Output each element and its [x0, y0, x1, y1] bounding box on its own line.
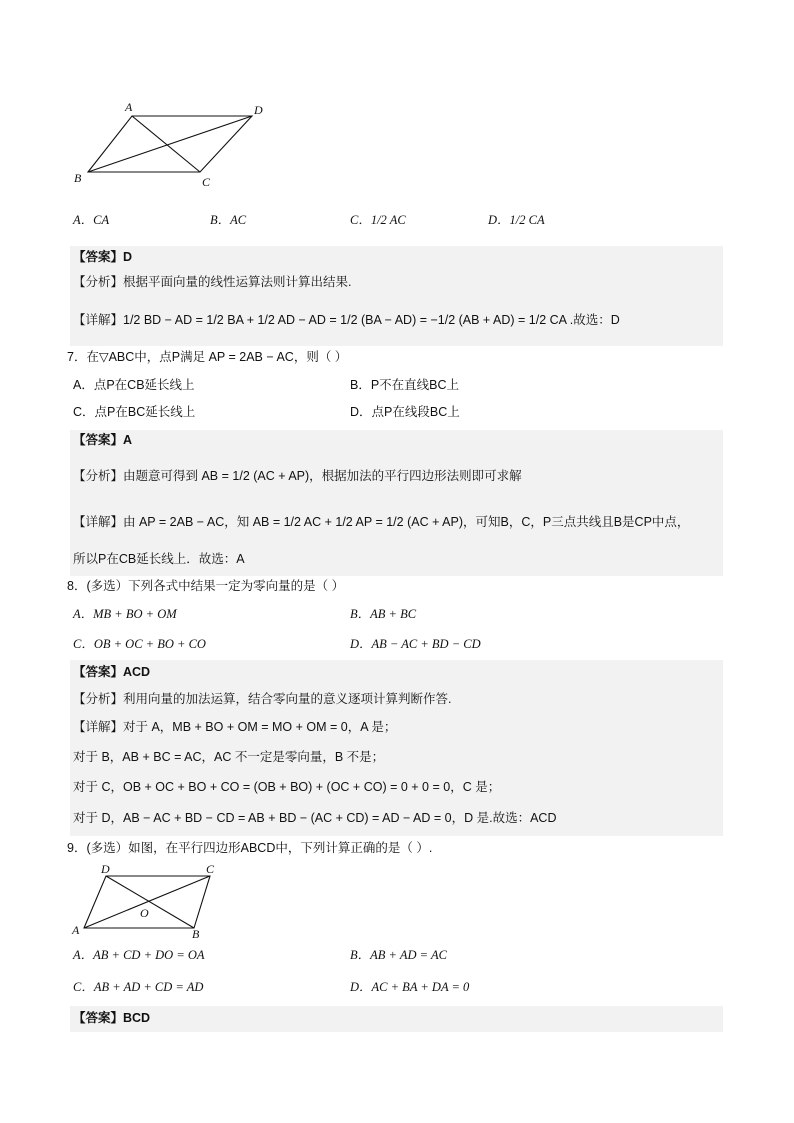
q7-option-d: D．点P在线段BC上 — [350, 405, 460, 419]
q8-detail-line-1: 【详解】对于 A，MB + BO + OM = MO + OM = 0，A 是； — [73, 720, 397, 734]
q9-option-a: A．AB + CD + DO = OA — [73, 948, 205, 962]
vertex-label-b: B — [74, 171, 82, 185]
parallelogram-diagram-1 — [70, 98, 270, 193]
q8-analysis: 【分析】利用向量的加法运算，结合零向量的意义逐项计算判断作答. — [73, 692, 452, 706]
q6-option-c: C．1/2 AC — [350, 213, 406, 227]
q8-option-c: C．OB + OC + BO + CO — [73, 637, 206, 651]
q9-stem: 9．(多选）如图，在平行四边形ABCD中，下列计算正确的是（ ）. — [67, 841, 433, 855]
q9-option-c: C．AB + AD + CD = AD — [73, 980, 204, 994]
q7-detail-line-2: 所以P在CB延长线上．故选：A — [73, 552, 245, 566]
q6-option-a: A．CA — [73, 213, 110, 227]
q8-answer: 【答案】ACD — [73, 665, 151, 679]
q6-detail: 【详解】1/2 BD − AD = 1/2 BA + 1/2 AD − AD = 1/2 (BA − AD) = −1/2 (AB + AD) = 1/2 CA .故选：D — [73, 313, 620, 327]
q8-stem: 8．(多选）下列各式中结果一定为零向量的是（ ） — [67, 579, 345, 593]
q9-answer-band — [70, 1006, 723, 1032]
q9-option-d: D．AC + BA + DA = 0 — [350, 980, 470, 994]
q9-answer: 【答案】BCD — [73, 1011, 151, 1025]
q6-analysis: 【分析】根据平面向量的线性运算法则计算出结果. — [73, 275, 352, 289]
vertex-label-c: C — [202, 175, 211, 189]
q7-stem: 7．在▽ABC中，点P满足 AP = 2AB − AC，则（ ） — [67, 350, 348, 364]
q8-option-b: B．AB + BC — [350, 607, 417, 621]
q7-option-b: B．P不在直线BC上 — [350, 378, 460, 392]
q7-analysis: 【分析】由题意可得到 AB = 1/2 (AC + AP)，根据加法的平行四边形法则即可求解 — [73, 469, 522, 483]
q7-option-c: C．点P在BC延长线上 — [73, 405, 196, 419]
q8-detail-line-3: 对于 C，OB + OC + BO + CO = (OB + BO) + (OC + CO) = 0 + 0 = 0，C 是； — [73, 780, 501, 794]
vertex-label-d: D — [254, 103, 263, 117]
q8-option-d: D．AB − AC + BD − CD — [350, 637, 481, 651]
center-label-o: O — [140, 906, 149, 920]
q7-answer: 【答案】A — [73, 433, 133, 447]
q7-detail-line-1: 【详解】由 AP = 2AB − AC，知 AB = 1/2 AC + 1/2 AP = 1/2 (AC + AP)，可知B，C，P三点共线且B是CP中点， — [73, 515, 690, 529]
vertex-label-a: A — [125, 100, 133, 114]
q8-detail-line-2: 对于 B，AB + BC = AC，AC 不一定是零向量，B 不是； — [73, 750, 385, 764]
q7-option-a: A．点P在CB延长线上 — [73, 378, 195, 392]
q9-option-b: B．AB + AD = AC — [350, 948, 447, 962]
vertex-label-d: D — [101, 862, 110, 876]
q6-option-b: B．AC — [210, 213, 247, 227]
q8-detail-line-4: 对于 D，AB − AC + BD − CD = AB + BD − (AC + CD) = AD − AD = 0，D 是.故选：ACD — [73, 811, 557, 825]
parallelogram-diagram-2 — [68, 860, 228, 940]
q6-answer-band — [70, 246, 723, 346]
vertex-label-b: B — [192, 927, 200, 940]
q8-option-a: A．MB + BO + OM — [73, 607, 177, 621]
q6-option-d: D．1/2 CA — [488, 213, 545, 227]
vertex-label-c: C — [206, 862, 215, 876]
q6-answer: 【答案】D — [73, 250, 133, 264]
vertex-label-a: A — [72, 923, 80, 937]
